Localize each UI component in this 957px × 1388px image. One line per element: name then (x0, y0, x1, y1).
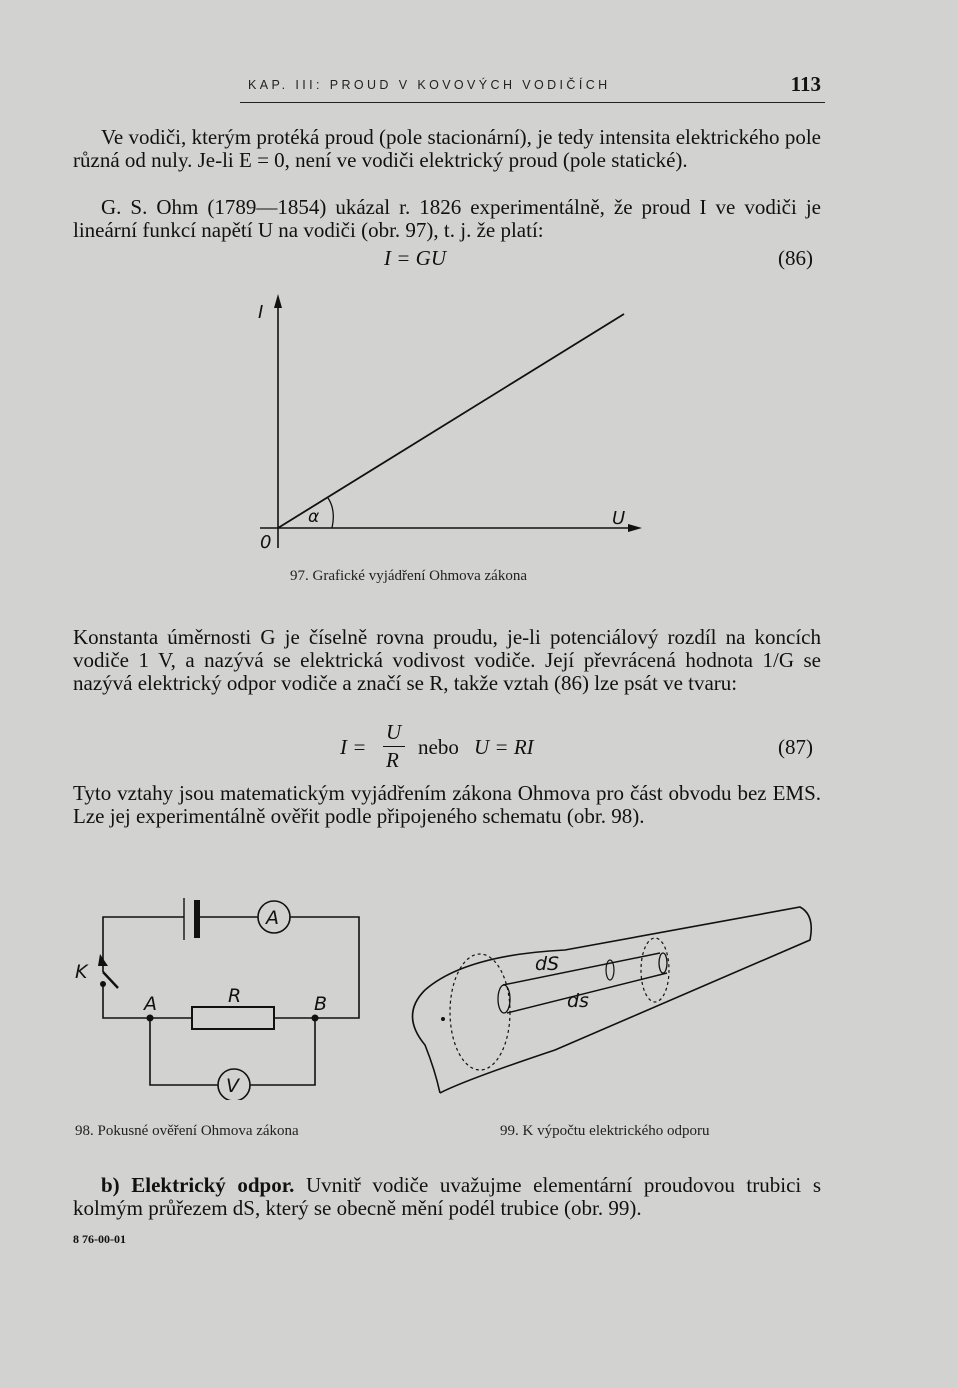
resistor-box (192, 1007, 274, 1029)
angle-label: α (308, 507, 320, 527)
equation-87-number: (87) (778, 735, 813, 759)
ds-upper-label: dS (535, 953, 560, 975)
switch-label: K (75, 961, 88, 983)
running-header (240, 72, 825, 103)
y-axis-label: I (258, 302, 264, 323)
node-b-label: B (314, 993, 328, 1015)
figure-97-caption: 97. Grafické vyjádření Ohmova zákona (290, 568, 527, 584)
page-number: 113 (790, 72, 821, 96)
resistor-label: R (228, 985, 242, 1007)
equation-87-rhs: U = RI (474, 735, 534, 759)
ds-lower-label: ds (567, 990, 589, 1012)
equation-86: I = GU (384, 246, 446, 270)
figure-98-circuit (70, 880, 380, 1100)
angle-arc (328, 498, 333, 528)
x-axis-arrow (628, 524, 642, 532)
battery-short-plate (194, 900, 200, 938)
chapter-title: KAP. III: PROUD V KOVOVÝCH VODIČÍCH (248, 78, 611, 92)
conductor-outline (425, 907, 811, 1093)
paragraph-2: G. S. Ohm (1789—1854) ukázal r. 1826 experimentálně, že proud I ve vodiči je lineární funkcí napětí U na vodiči (obr. 97), t. j. že platí: (73, 195, 821, 242)
cross-section-right (641, 938, 669, 1002)
paragraph-1: Ve vodiči, kterým protéká proud (pole stacionární), je tedy intensita elektrického pole různá od nuly. Je-li E = 0, není ve vodiči elektrický proud (pole statické). (73, 125, 821, 172)
tube-end-left (498, 985, 510, 1013)
ohm-line (278, 314, 624, 528)
print-code: 8 76-00-01 (73, 1232, 126, 1246)
equation-87-numerator: U (386, 720, 402, 744)
figure-99-current-tube (405, 895, 825, 1105)
voltmeter-label: V (226, 1075, 239, 1097)
paragraph-5: b) Elektrický odpor. Uvnitř vodiče uvažujme elementární proudovou trubici s kolmým průřezem dS, který se obecně mění podél trubice (obr. 99). (73, 1173, 821, 1220)
ammeter-label: A (266, 907, 279, 929)
equation-87-lhs: I = (340, 735, 367, 759)
dot-marker (441, 1017, 445, 1021)
wire-left-top (103, 917, 184, 972)
tube-end-right (659, 953, 667, 973)
figure-99-caption: 99. K výpočtu elektrického odporu (500, 1123, 710, 1139)
figure-97-graph (250, 290, 650, 550)
paragraph-3: Konstanta úměrnosti G je číselně rovna proudu, je-li potenciálový rozdíl na koncích vodiče 1 V, a nazývá se elektrická vodivost vodiče. Její převrácená hodnota 1/G se nazývá elektrický odpor vodiče a značí se R, takže vztah (86) lze psát ve tvaru: (73, 625, 821, 695)
origin-label: 0 (260, 532, 272, 550)
node-a-label: A (144, 993, 157, 1015)
section-heading: b) Elektrický odpor. (101, 1173, 295, 1197)
figure-98-caption: 98. Pokusné ověření Ohmova zákona (75, 1123, 299, 1139)
equation-86-number: (86) (778, 246, 813, 270)
equation-87-nebo: nebo (418, 735, 459, 759)
x-axis-label: U (612, 508, 626, 529)
y-axis-arrow (274, 294, 282, 308)
conductor-end-face (413, 990, 441, 1093)
equation-87-denominator: R (386, 748, 399, 772)
paragraph-4: Tyto vztahy jsou matematickým vyjádřením zákona Ohmova pro část obvodu bez EMS. Lze jej experimentálně ověřit podle připojeného schematu (obr. 98). (73, 781, 821, 828)
